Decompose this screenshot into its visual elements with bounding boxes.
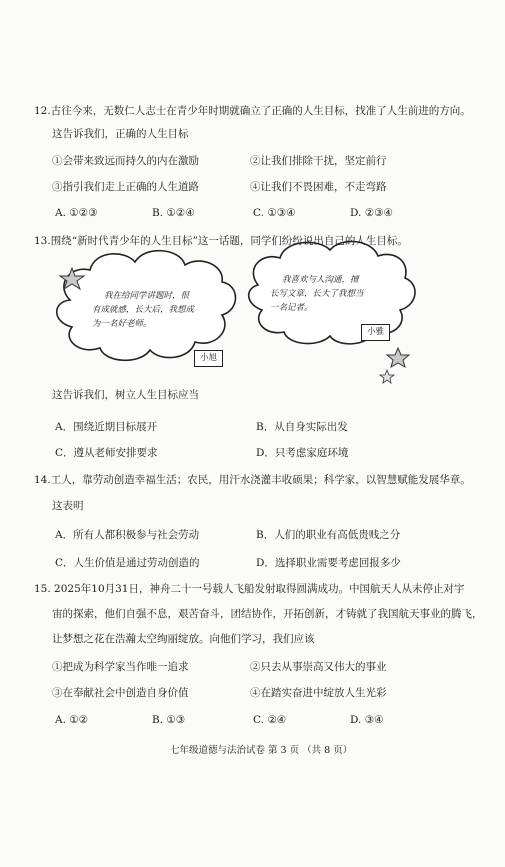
- q13-option-c[interactable]: C．遵从老师安排要求: [55, 447, 158, 459]
- left-cloud-line-3: 为一名好老师。: [92, 319, 152, 329]
- star-icon: [380, 370, 394, 383]
- q15-option-b[interactable]: B. ①③: [152, 714, 186, 726]
- q12-option-b[interactable]: B. ①②④: [152, 207, 195, 219]
- q12-statement-2: ②让我们排除干扰，坚定前行: [250, 155, 387, 167]
- q15-option-d[interactable]: D. ③④: [350, 714, 384, 726]
- q12-statement-4: ④让我们不畏困难，不走弯路: [250, 181, 387, 193]
- q14-option-c[interactable]: C．人生价值是通过劳动创造的: [55, 557, 200, 569]
- q15-statement-4: ④在踏实奋进中绽放人生光彩: [250, 687, 387, 699]
- page-footer: 七年级道德与法治试卷 第 3 页 （共 8 页）: [170, 745, 353, 756]
- right-cloud-line-3: 一名记者。: [270, 303, 313, 313]
- right-cloud-line-1: 我喜欢与人沟通，擅: [282, 275, 359, 285]
- q14-option-d[interactable]: D．选择职业需要考虑回报多少: [256, 557, 401, 569]
- q15-stem: 15. 2025年10月31日，神舟二十一号载人飞船发射取得圆满成功。中国航天人从未停止对宇: [34, 583, 465, 595]
- right-speaker-name: 小雅: [361, 324, 390, 341]
- q13-stem-2: 这告诉我们，树立人生目标应当: [52, 389, 199, 401]
- q12-option-d[interactable]: D. ②③④: [350, 207, 393, 219]
- q14-option-a[interactable]: A．所有人都积极参与社会劳动: [55, 529, 200, 541]
- q13-option-b[interactable]: B．从自身实际出发: [256, 421, 348, 433]
- q12-option-a[interactable]: A. ①②③: [55, 207, 98, 219]
- q15-statement-1: ①把成为科学家当作唯一追求: [52, 661, 189, 673]
- q15-option-a[interactable]: A. ①②: [55, 714, 89, 726]
- q13-option-a[interactable]: A．围绕近期目标展开: [55, 421, 158, 433]
- left-cloud-line-1: 我在给同学讲题时，很: [104, 291, 190, 301]
- q14-stem-2: 这表明: [52, 500, 84, 512]
- q15-stem-2: 宙的探索，他们自强不息，艰苦奋斗，团结协作，开拓创新，才铸就了我国航天事业的腾飞，: [52, 608, 483, 620]
- q13-stem: 13.围绕“新时代青少年的人生目标”这一话题，同学们纷纷说出自己的人生目标。: [34, 235, 408, 247]
- q15-statement-2: ②只去从事崇高又伟大的事业: [250, 661, 387, 673]
- q12-statement-3: ③指引我们走上正确的人生道路: [52, 181, 199, 193]
- q15-option-c[interactable]: C. ②④: [253, 714, 287, 726]
- right-cloud-line-2: 长写文章，长大了我想当: [270, 289, 364, 299]
- q12-option-c[interactable]: C. ①③④: [253, 207, 296, 219]
- q15-stem-3: 让梦想之花在浩瀚太空绚丽绽放。向他们学习，我们应该: [52, 633, 315, 645]
- left-cloud-line-2: 有成就感，长大后，我想成: [92, 305, 195, 315]
- q14-option-b[interactable]: B．人们的职业有高低贵贱之分: [256, 529, 401, 541]
- q14-stem: 14.工人，靠劳动创造幸福生活；农民，用汗水浇灌丰收硕果；科学家，以智慧赋能发展华章。: [34, 474, 471, 486]
- q12-statement-1: ①会带来致远而持久的内在激励: [52, 155, 199, 167]
- q13-option-d[interactable]: D．只考虑家庭环境: [256, 447, 349, 459]
- star-icon: [387, 348, 409, 367]
- q12-stem: 12.古往今来，无数仁人志士在青少年时期就确立了正确的人生目标，找准了人生前进的方向。: [34, 105, 471, 117]
- q12-stem-2: 这告诉我们，正确的人生目标: [52, 128, 189, 140]
- q15-statement-3: ③在奉献社会中创造自身价值: [52, 687, 189, 699]
- left-speaker-name: 小旭: [194, 350, 223, 367]
